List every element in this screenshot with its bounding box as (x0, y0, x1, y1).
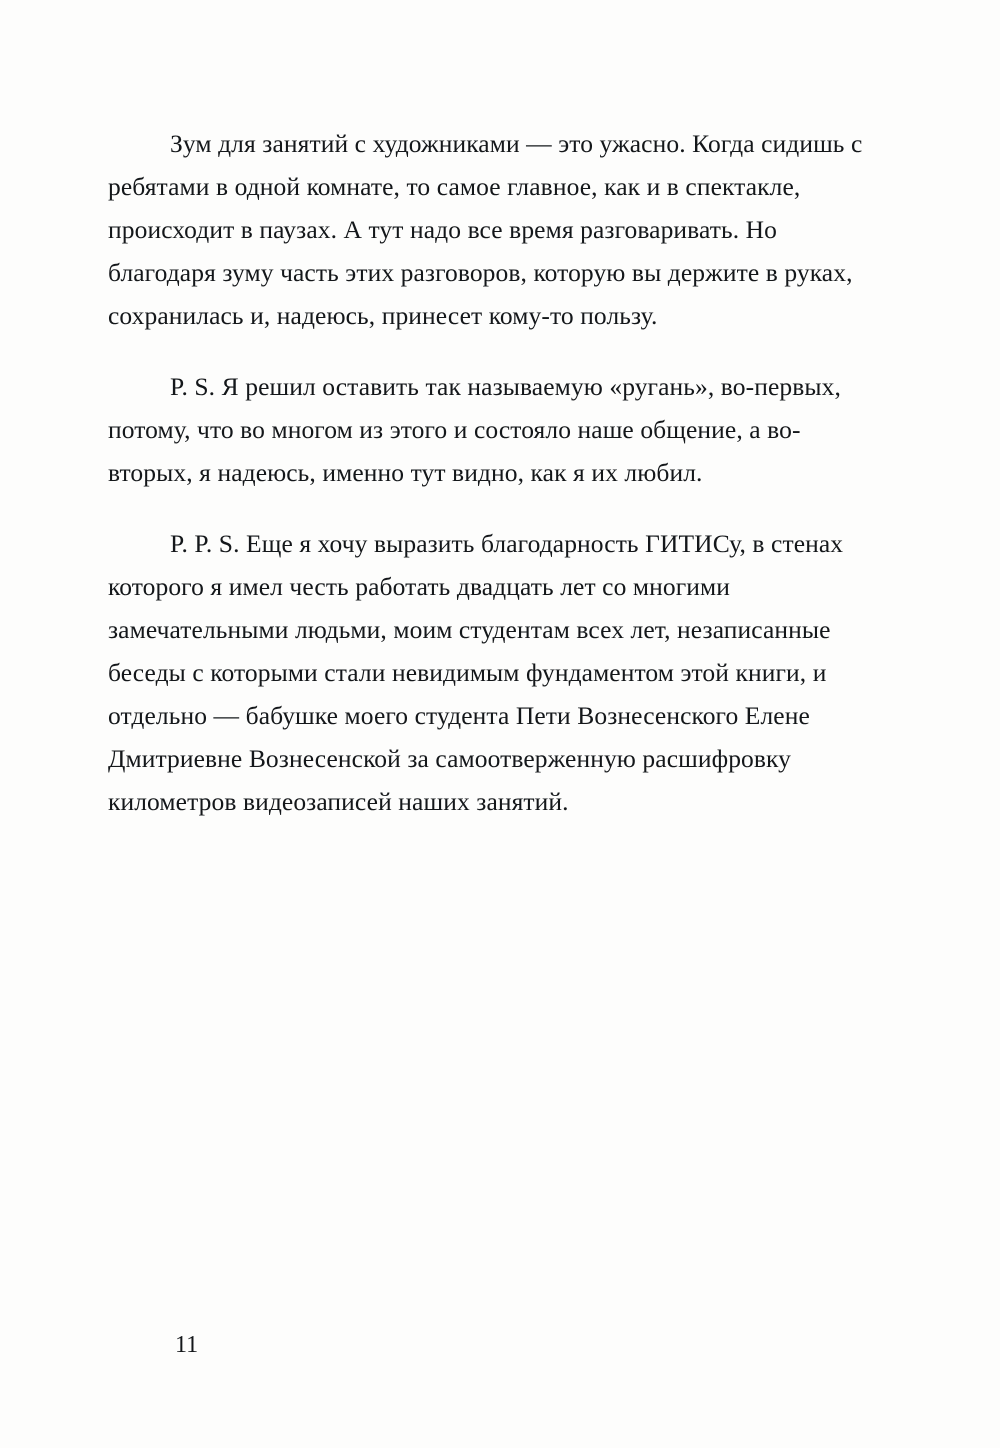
paragraph-zoom-lessons: Зум для занятий с художниками — это ужасно. Когда сидишь с ребятами в одной комнате, то самое главное, как и в спектакле, происходит в паузах. А тут надо все время разговаривать. Но благодаря зуму часть этих разговоров, которую вы держите в руках, сохранилась и, надеюсь, принесет кому-то пользу. (108, 129, 863, 330)
paragraph-ps: P. S. Я решил оставить так называемую «ругань», во-первых, потому, что во многом из этого и состояло наше общение, а во-вторых, я надеюсь, именно тут видно, как я их любил. (108, 372, 841, 487)
page-body-text (108, 122, 868, 823)
paragraph-pps: P. P. S. Еще я хочу выразить благодарность ГИТИСу, в стенах которого я имел честь работать двадцать лет со многими замечательными людьми, моим студентам всех лет, незаписанные беседы с которыми стали невидимым фундаментом этой книги, и отдельно — бабушке моего студента Пети Вознесенского Елене Дмитриевне Вознесенской за самоотверженную расшифровку километров видеозаписей наших занятий. (108, 529, 844, 816)
page-number: 11 (175, 1332, 199, 1358)
